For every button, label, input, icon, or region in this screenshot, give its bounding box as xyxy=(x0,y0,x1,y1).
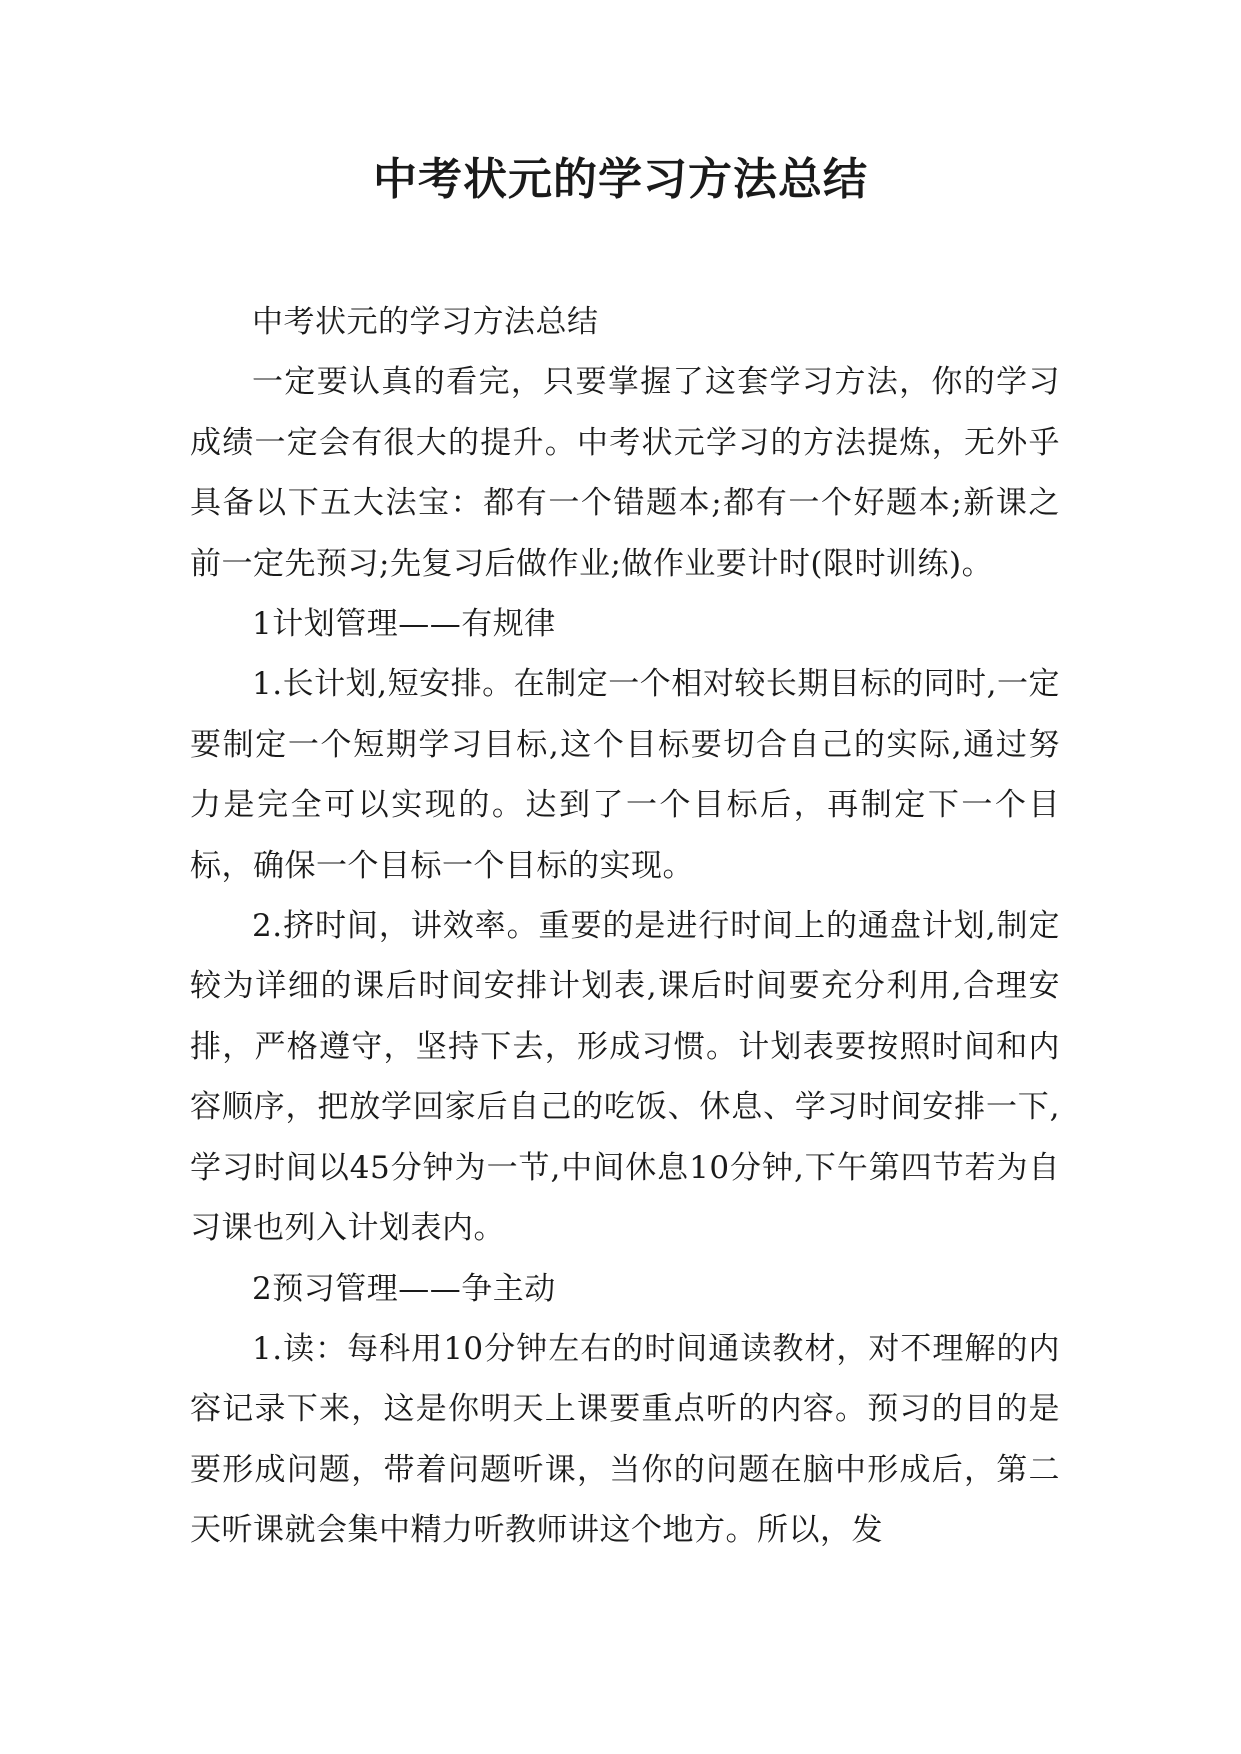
paragraph: 1.读：每科用10分钟左右的时间通读教材，对不理解的内容记录下来，这是你明天上课要重点听的内容。预习的目的是要形成问题，带着问题听课，当你的问题在脑中形成后，第二天听课就会集中精力听教师讲这个地方。所以，发 xyxy=(190,1330,1060,1549)
paragraph: 2.挤时间，讲效率。重要的是进行时间上的通盘计划,制定较为详细的课后时间安排计划表,课后时间要充分利用,合理安排，严格遵守，坚持下去，形成习惯。计划表要按照时间和内容顺序，把放学回家后自己的吃饭、休息、学习时间安排一下,学习时间以45分钟为一节,中间休息10分钟,下午第四节若为自习课也列入计划表内。 xyxy=(190,908,1060,1247)
document-title: 中考状元的学习方法总结 xyxy=(373,154,868,205)
section-heading: 1计划管理——有规律 xyxy=(252,606,556,643)
paragraph: 1.长计划,短安排。在制定一个相对较长期目标的同时,一定要制定一个短期学习目标,这个目标要切合自己的实际,通过努力是完全可以实现的。达到了一个目标后，再制定下一个目标，确保一个目标一个目标的实现。 xyxy=(190,666,1060,884)
document-body xyxy=(190,292,1060,1561)
paragraph: 中考状元的学习方法总结 xyxy=(252,304,599,340)
paragraph: 一定要认真的看完，只要掌握了这套学习方法，你的学习成绩一定会有很大的提升。中考状元学习的方法提炼，无外乎具备以下五大法宝：都有一个错题本;都有一个好题本;新课之前一定先预习;先复习后做作业;做作业要计时(限时训练)。 xyxy=(190,364,1060,582)
section-heading: 2预习管理——争主动 xyxy=(252,1270,556,1307)
